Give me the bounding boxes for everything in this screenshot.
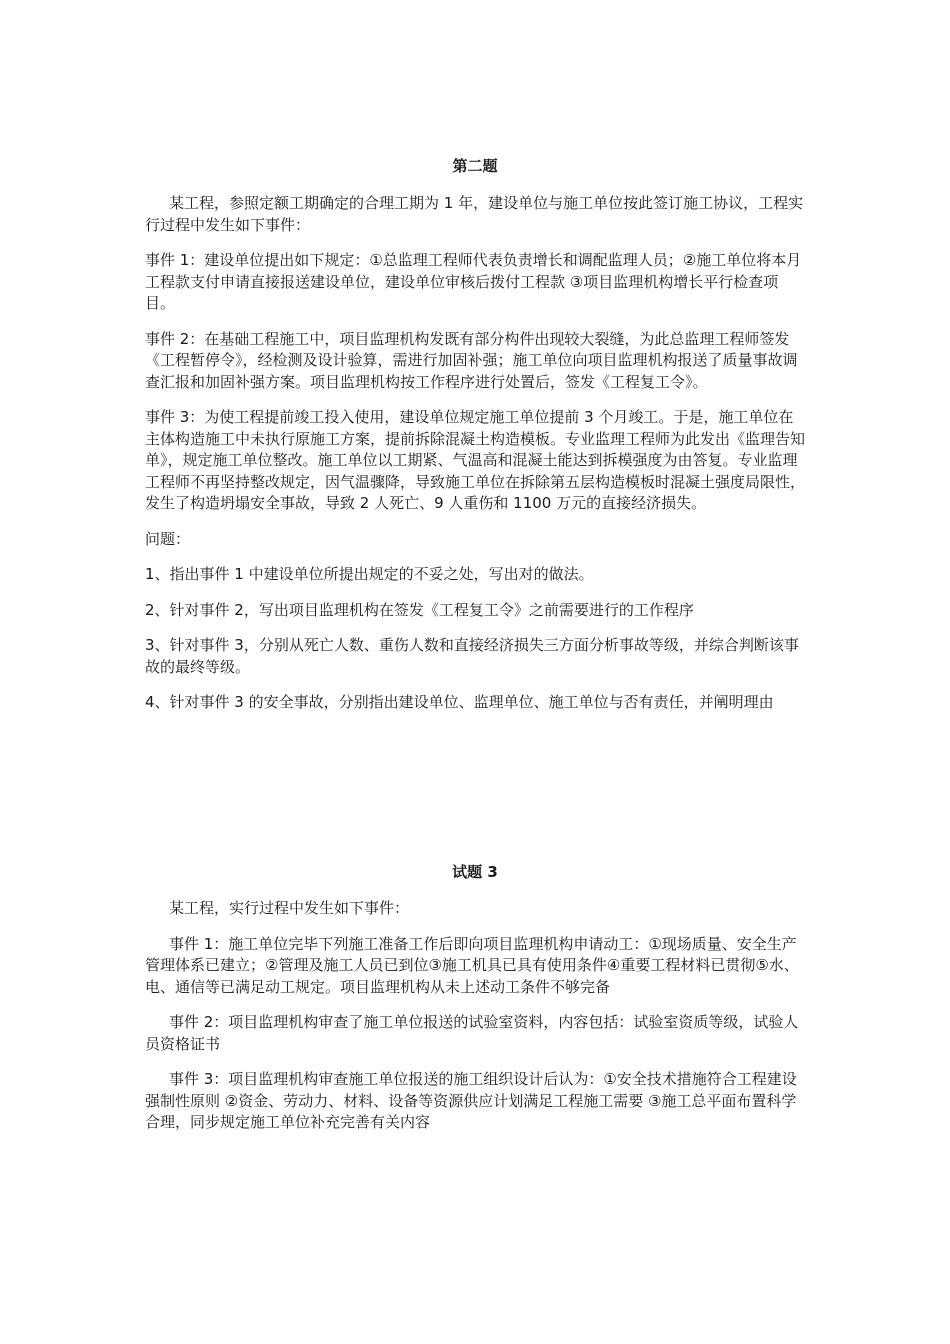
section2-event1: 事件 1：施工单位完毕下列施工准备工作后即向项目监理机构申请动工：①现场质量、安全生产管理体系已建立；②管理及施工人员已到位③施工机具已具有使用条件④重要工程材料已贯彻⑤水、电、通信等已满足动工规定。项目监理机构从未上述动工条件不够完备	[145, 934, 799, 996]
section1-event1: 事件 1：建设单位提出如下规定：①总监理工程师代表负责增长和调配监理人员；②施工单位将本月工程款支付申请直接报送建设单位，建设单位审核后拨付工程款 ③项目监理机构增长平行检查项目。	[145, 251, 802, 312]
section2-body	[145, 898, 805, 1148]
section-title	[145, 155, 805, 176]
section1-title: 第二题	[452, 157, 498, 175]
question-1: 1、指出事件 1 中建设单位所提出规定的不妥之处，写出对的做法。	[145, 565, 594, 583]
question-2: 2、针对事件 2，写出项目监理机构在签发《工程复工令》之前需要进行的工作程序	[145, 600, 694, 619]
section1-event2: 事件 2：在基础工程施工中，项目监理机构发既有部分构件出现较大裂缝，为此总监理工程师签发《工程暂停令》，经检测及设计验算，需进行加固补强；施工单位向项目监理机构报送了质量事故调查汇报和加固补强方案。项目监理机构按工作程序进行处置后，签发《工程复工令》。	[145, 329, 798, 391]
question-3: 3、针对事件 3，分别从死亡人数、重伤人数和直接经济损失三方面分析事故等级，并综合判断该事故的最终等级。	[145, 636, 799, 676]
questions-label: 问题：	[145, 529, 191, 548]
section2-event2: 事件 2：项目监理机构审查了施工单位报送的试验室资料，内容包括：试验室资质等级，试验人员资格证书	[145, 1013, 799, 1053]
question-4: 4、针对事件 3 的安全事故，分别指出建设单位、监理单位、施工单位与否有责任，并阐明理由	[145, 693, 774, 711]
section1-body	[145, 193, 805, 728]
section-title	[145, 861, 805, 882]
section2-event3: 事件 3：项目监理机构审查施工单位报送的施工组织设计后认为：①安全技术措施符合工程建设强制性原则 ②资金、劳动力、材料、设备等资源供应计划满足工程施工需要 ③施工总平面布置科学合理，同步规定施工单位补充完善有关内容	[145, 1070, 797, 1131]
section2-title: 试题 3	[452, 863, 498, 881]
section1-intro: 某工程，参照定额工期确定的合理工期为 1 年，建设单位与施工单位按此签订施工协议，工程实行过程中发生如下事件：	[145, 194, 804, 234]
section1-event3: 事件 3：为使工程提前竣工投入使用，建设单位规定施工单位提前 3 个月竣工。于是，施工单位在主体构造施工中未执行原施工方案，提前拆除混凝土构造模板。专业监理工程师为此发出《监理告知单》，规定施工单位整改。施工单位以工期紧、气温高和混凝土能达到拆模强度为由答复。专业监理工程师不再坚持整改规定，因气温骤降，导致施工单位在拆除第五层构造模板时混凝土强度局限性，发生了构造坍塌安全事故，导致 2 人死亡、9 人重伤和 1100 万元的直接经济损失。	[145, 408, 806, 512]
section2-intro: 某工程，实行过程中发生如下事件：	[169, 899, 410, 917]
